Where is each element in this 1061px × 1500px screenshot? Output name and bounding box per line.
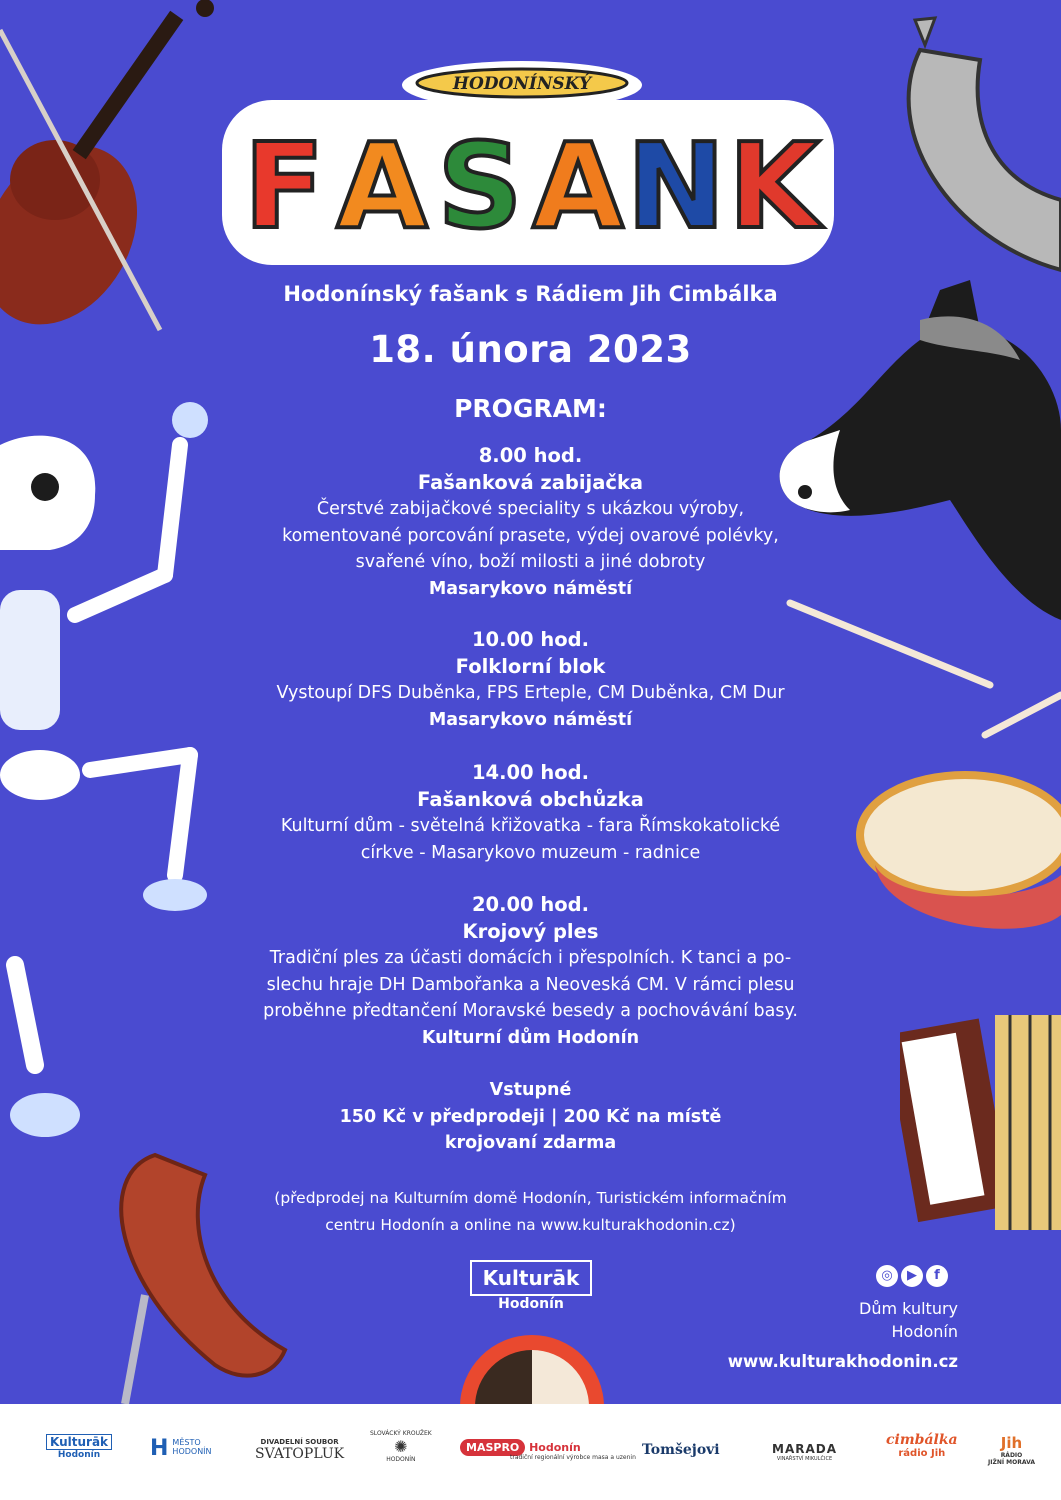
sponsor-bar — [0, 1404, 1061, 1500]
event-description-line: komentované porcování prasete, výdej ovarové polévky, — [282, 525, 779, 546]
sponsor-line: HODONÍN — [172, 1447, 212, 1456]
sponsor-city: Hodonín — [57, 1450, 101, 1460]
sponsor-line: rádio Jih — [898, 1448, 946, 1459]
logo-letter: A — [532, 117, 624, 255]
logo-letter: F — [243, 117, 325, 255]
sponsor-jih[interactable] — [988, 1434, 1035, 1466]
sponsor-tomsejovi[interactable]: Tomšejovi — [642, 1442, 720, 1458]
event-block-2 — [180, 626, 881, 733]
event-time: 10.00 hod. — [471, 628, 590, 651]
sponsor-line: HODONÍN — [386, 1456, 416, 1463]
sponsor-name: MARADA — [772, 1442, 838, 1456]
event-description-line: svařené víno, boží milosti a jiné dobroty — [355, 552, 706, 572]
sponsor-line: cimbálka — [886, 1432, 958, 1448]
sponsor-name: Kulturāk — [46, 1434, 112, 1450]
event-block-3 — [180, 759, 881, 866]
program-heading: PROGRAM: — [454, 394, 607, 423]
sponsor-kulturak[interactable] — [46, 1434, 112, 1460]
event-description-line: proběhne předtančení Moravské besedy a pochovávání basy. — [263, 1001, 798, 1021]
sponsor-mesto-hodonin[interactable] — [150, 1436, 212, 1461]
organizer-line: Hodonín — [891, 1322, 958, 1341]
event-description-line: Čerstvé zabijačkové speciality s ukázkou výroby, — [316, 499, 745, 519]
sponsor-city: Hodonín — [529, 1441, 581, 1454]
event-title: Fašanková zabijačka — [417, 471, 644, 494]
drum-illustration — [855, 765, 1061, 955]
flower-icon: ✺ — [394, 1437, 408, 1456]
youtube-icon[interactable]: ▶ — [901, 1265, 923, 1287]
event-title: Fašanková obchůzka — [417, 788, 644, 811]
sponsor-line: JIŽNÍ MORAVA — [988, 1459, 1035, 1466]
instagram-icon[interactable]: ◎ — [876, 1265, 898, 1287]
event-description-line: Kulturní dům - světelná křižovatka - fara Římskokatolické — [280, 816, 781, 836]
fasank-logo — [222, 55, 834, 265]
event-subtitle: Hodonínský fašank s Rádiem Jih Cimbálka — [283, 282, 778, 306]
sponsor-cimbalka[interactable] — [886, 1432, 958, 1459]
sponsor-tagline: VINAŘSTVÍ MIKULČICE — [776, 1456, 833, 1462]
facebook-icon[interactable]: f — [926, 1265, 948, 1287]
sponsor-line: DIVADELNÍ SOUBOR — [260, 1438, 339, 1446]
event-time: 8.00 hod. — [478, 444, 583, 467]
sponsor-svatopluk[interactable] — [255, 1438, 344, 1462]
kulturak-logo[interactable]: Kulturāk — [470, 1260, 592, 1296]
logo-letter: N — [626, 117, 726, 255]
event-title: Folklorní blok — [455, 655, 606, 678]
organizer-line: Dům kultury — [859, 1299, 958, 1318]
event-description-line: Vystoupí DFS Duběnka, FPS Erteple, CM Duběnka, CM Dur — [276, 683, 785, 703]
logo-letter: S — [437, 117, 523, 255]
logo-letter: A — [336, 117, 428, 255]
event-description-line: Tradiční ples za účasti domácích i přespolních. K tanci a po- — [269, 948, 792, 968]
event-date: 18. února 2023 — [369, 328, 692, 371]
social-links — [876, 1265, 960, 1289]
admission-prices: 150 Kč v předprodeji | 200 Kč na místě — [339, 1106, 722, 1127]
admission-label: Vstupné — [489, 1080, 572, 1100]
sponsor-slovacky-krouzek[interactable] — [370, 1430, 432, 1463]
event-title: Krojový ples — [462, 920, 599, 943]
accordion-illustration — [900, 1005, 1061, 1230]
event-block-1 — [180, 442, 881, 602]
sponsor-marada[interactable] — [772, 1442, 837, 1462]
presale-line: (předprodej na Kulturním domě Hodonín, Turistickém informačním — [274, 1189, 787, 1207]
event-time: 20.00 hod. — [471, 893, 590, 916]
event-block-4 — [180, 891, 881, 1051]
logo-small-text: HODONÍNSKÝ — [452, 74, 592, 94]
event-time: 14.00 hod. — [471, 761, 590, 784]
sponsor-line: SVATOPLUK — [255, 1446, 345, 1462]
bowl-illustration — [455, 1330, 610, 1404]
sponsor-line: RÁDIO — [1000, 1452, 1023, 1459]
admission-note: krojovaní zdarma — [444, 1133, 617, 1153]
organizer-name — [859, 1297, 958, 1343]
grey-sausage-illustration — [870, 10, 1061, 300]
event-place: Kulturní dům Hodonín — [421, 1027, 640, 1048]
sponsor-line: SLOVÁCKÝ KROUŽEK — [370, 1430, 432, 1437]
sausage-fork-illustration — [95, 1135, 305, 1404]
presale-info — [180, 1185, 881, 1239]
logo-letter: K — [728, 117, 820, 255]
kulturak-logo-city: Hodonín — [498, 1296, 564, 1312]
admission-block — [180, 1077, 881, 1157]
sponsor-name: Jih — [1000, 1434, 1023, 1452]
event-place: Masarykovo náměstí — [428, 578, 633, 599]
sponsor-maspro[interactable] — [460, 1440, 636, 1461]
website-link[interactable]: www.kulturakhodonin.cz — [727, 1352, 958, 1371]
mesto-logo-mark: H — [150, 1436, 169, 1461]
sponsor-line: MĚSTO — [172, 1438, 201, 1447]
event-description-line: slechu hraje DH Dambořanka a Neoveská CM. V rámci plesu — [266, 974, 795, 995]
sponsor-tagline: tradiční regionální výrobce masa a uzenin — [510, 1454, 636, 1461]
presale-line: centru Hodonín a online na www.kulturakhodonin.cz) — [325, 1216, 736, 1234]
event-description-line: církve - Masarykovo muzeum - radnice — [360, 842, 701, 863]
event-place: Masarykovo náměstí — [428, 709, 633, 730]
sponsor-name: MASPRO — [460, 1439, 525, 1456]
